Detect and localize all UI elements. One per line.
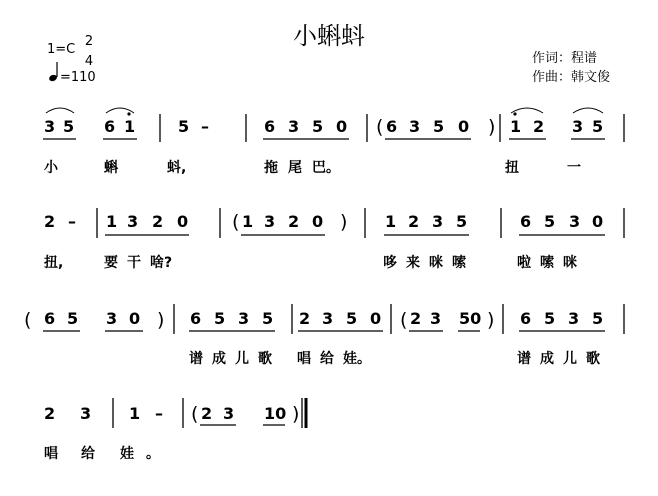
open-paren: ( [232,211,240,233]
lyric: 。 [146,446,160,462]
note: 1 [124,117,136,136]
slur [46,108,74,113]
note: 50 [459,309,482,328]
lyric: 咪 [429,255,443,271]
lyric: 啦 [517,255,531,271]
lyric: 蝌 [104,160,118,176]
lyric: 尾 [288,160,302,176]
note: 6 [190,309,202,328]
note: 2 [288,212,300,231]
lyric: 小 [44,160,58,176]
note: 2 [299,309,311,328]
note: 3 [572,117,584,136]
note: 1 [510,117,522,136]
lyric: 咪 [563,255,577,271]
close-paren: ) [340,211,348,233]
slur [511,108,543,113]
note: 0 [177,212,189,231]
note: 2 [152,212,164,231]
note: 6 [264,117,276,136]
note: 0 [370,309,382,328]
tempo-value: =110 [60,70,96,85]
note: 5 [346,309,358,328]
note: 5 [544,212,556,231]
note: 5 [456,212,468,231]
lyric: 歌 [258,351,272,367]
note: 3 [409,117,421,136]
note: 3 [288,117,300,136]
note: 5 [592,309,604,328]
open-paren: ( [191,403,199,425]
lyric: 唱 [297,351,311,367]
open-paren: ( [376,116,384,138]
lyric: 娃。 [343,351,371,367]
lyric: 来 [406,255,420,271]
lyric: 嗦 [452,255,466,271]
note: 5 [312,117,324,136]
lyric: 巴。 [312,160,340,176]
note: 5 [433,117,445,136]
note: 5 [544,309,556,328]
lyric: 儿 [563,351,577,367]
open-paren: ( [24,309,32,331]
note: 2 [44,404,56,423]
key-signature: 1=C [47,42,76,57]
note: 6 [520,212,532,231]
lyric: 儿 [235,351,249,367]
note: 10 [264,404,287,423]
note: 0 [336,117,348,136]
slur [106,108,134,113]
note: 3 [223,404,235,423]
note: 5 [214,309,226,328]
lyric: 扭, [44,255,64,271]
note: 3 [430,309,442,328]
note: 6 [104,117,116,136]
lyric: 谱 [517,351,531,367]
lyric: 成 [212,351,226,367]
note: 3 [80,404,92,423]
lyric: 娃 [120,446,134,462]
note: 5 [67,309,79,328]
note: 1 [129,404,141,423]
open-paren: ( [400,309,408,331]
close-paren: ) [157,309,165,331]
note: 3 [322,309,334,328]
dash: – [155,404,163,423]
slur [573,108,603,113]
lyric: 唱 [44,446,58,462]
quarter-note-icon [48,74,58,82]
note: 2 [44,212,56,231]
note: 3 [238,309,250,328]
lyric: 扭 [505,160,519,176]
note: 1 [242,212,254,231]
note: 3 [569,212,581,231]
note: 6 [386,117,398,136]
note: 2 [408,212,420,231]
song-title: 小蝌蚪 [293,22,365,50]
note: 3 [568,309,580,328]
note: 0 [458,117,470,136]
note: 0 [129,309,141,328]
note: 0 [312,212,324,231]
note: 3 [432,212,444,231]
close-paren: ) [487,309,495,331]
note: 2 [533,117,545,136]
note: 5 [262,309,274,328]
lyric: 给 [320,351,334,367]
note: 6 [520,309,532,328]
note: 3 [106,309,118,328]
lyric: 成 [540,351,554,367]
lyricist-credit: 作词：程谱 [532,51,598,66]
lyric: 给 [81,446,95,462]
note: 5 [63,117,75,136]
lyric: 哆 [383,255,397,271]
note: 3 [264,212,276,231]
lyric: 一 [567,160,581,176]
close-paren: ) [292,403,300,425]
composer-credit: 作曲：韩文俊 [532,70,611,85]
note: 3 [44,117,56,136]
lyric: 拖 [264,160,278,176]
note: 6 [44,309,56,328]
note: 2 [201,404,213,423]
note: 5 [178,117,190,136]
close-paren: ) [488,116,496,138]
lyric: 蚪, [167,160,187,176]
dash: – [68,212,76,231]
lyric: 谱 [189,351,203,367]
lyric: 嗦 [540,255,554,271]
note: 5 [592,117,604,136]
lyric: 干 [127,255,141,271]
octave-dot [127,112,130,115]
time-signature-bottom: 4 [84,54,94,69]
note: 0 [592,212,604,231]
note: 1 [385,212,397,231]
lyric: 啥? [150,255,173,271]
octave-dot [513,112,516,115]
note: 3 [127,212,139,231]
time-signature-top: 2 [84,34,94,49]
dash: – [201,117,209,136]
lyric: 歌 [586,351,600,367]
lyric: 要 [104,255,118,271]
note: 2 [410,309,422,328]
note: 1 [106,212,118,231]
